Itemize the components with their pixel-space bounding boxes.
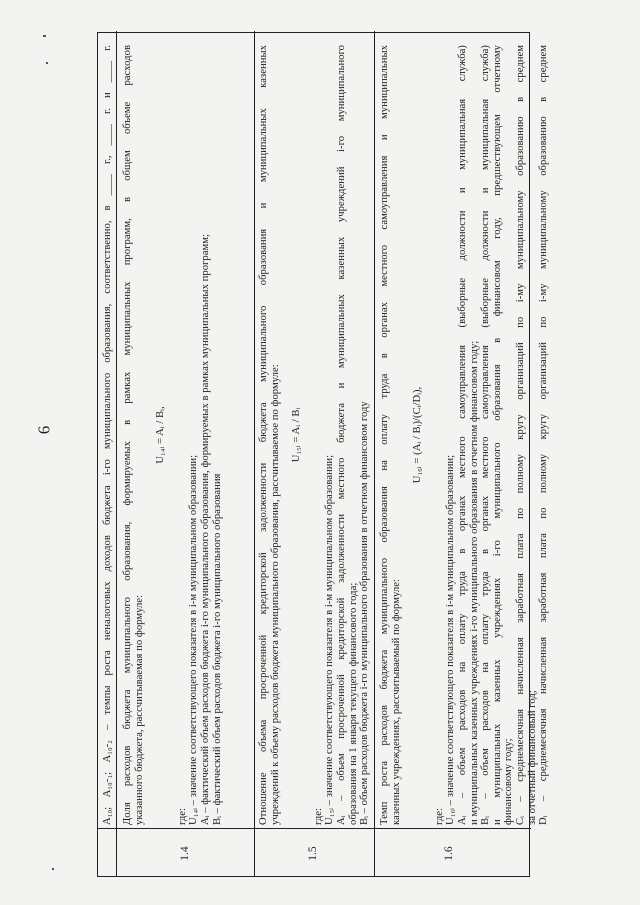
scan-speck [46, 62, 48, 64]
definition: U₁₅ᵢ – значение соответствующего показателя в i-м муниципальном образовании; [324, 454, 336, 825]
definition: U₁₆ᵢ – значение соответствующего показателя в i-м муниципальном образовании; [445, 454, 457, 825]
definition: Bᵢ – объем расходов на оплату труда в органах местного самоуправления (выборные должности и муниципальная служба) [480, 45, 492, 825]
row-intro: Доля расходов бюджета муниципального образования, формируемых в рамках муниципальных программ, в общем объеме расходов [122, 45, 133, 825]
rotated-table-area [97, 32, 550, 877]
definition: Aᵢ – объем расходов на оплату труда в органах местного самоуправления (выборные должности и муниципальная служба) [456, 45, 468, 825]
row-intro: Темп роста расходов бюджета муниципального образования на оплату труда в органах местного самоуправления и муниципальных [379, 45, 390, 825]
definition: Aᵢ – объем просроченной кредиторской задолженности местного бюджета и муниципальных казенных учреждений i-го муниципального [335, 45, 347, 825]
row-number: 1.5 [307, 846, 319, 861]
definition: Bᵢ – объем расходов бюджета i-го муниципального образования в отчетном финансовом году [359, 401, 371, 825]
definition: Bᵢ – фактический объем расходов бюджета i-го муниципального образования [211, 473, 223, 825]
definition: Cᵢ – среднемесячная начисленная заработная плата по полному кругу организаций по i-му муниципальному образованию в среднем [514, 45, 526, 825]
column-divider [98, 828, 531, 829]
definition: образования на 1 января текущего финансового года; [347, 582, 359, 825]
definition: Dᵢ – среднемесячная начисленная заработная плата по полному кругу организаций по i-му муниципальному образованию в среднем [538, 45, 550, 825]
row-number: 1.4 [179, 846, 191, 861]
row-1-4-content [122, 45, 223, 825]
row-intro: указанного бюджета, рассчитываемая по формуле: [133, 594, 145, 825]
row-divider [116, 31, 117, 876]
formula: U₁₅ᵢ = Aᵢ / Bᵢ [291, 407, 303, 463]
row-divider [254, 31, 255, 876]
indicator-table [97, 32, 550, 877]
page-number: 6 [34, 425, 54, 435]
row-1-5-content [258, 45, 371, 825]
row-1-6-content [379, 45, 550, 825]
definition: Aᵢ – фактический объем расходов бюджета i-го муниципального образования, формируемых в рамках муниципальных программ; [199, 233, 211, 825]
row-intro: учреждений к объему расходов бюджета муниципального образования, рассчитываемое по формуле: [269, 364, 281, 825]
definition: за отчетный финансовый год; [526, 690, 538, 825]
row-number: 1.6 [443, 846, 455, 861]
where-label: где: [312, 807, 324, 825]
where-label: где: [176, 807, 188, 825]
definition: и муниципальных казенных учреждениях i-го муниципального образования в отчетном финансовом году; [468, 340, 480, 825]
definition: финансовому году; [503, 738, 515, 825]
row-divider [374, 31, 375, 876]
scan-speck [52, 868, 54, 870]
formula: U₁₄ᵢ = Aᵢ / Bᵢ, [155, 406, 167, 464]
where-label: где: [433, 807, 445, 825]
definition: U₁₄ᵢ – значение соответствующего показателя в i-м муниципальном образовании; [188, 454, 200, 825]
scan-speck [43, 35, 46, 37]
row-intro: казенных учреждениях, рассчитываемый по формуле: [390, 579, 402, 825]
row-intro: Отношение объема просроченной кредиторской задолженности бюджета муниципального образования и муниципальных казенных [258, 45, 269, 825]
formula: U₁₆ᵢ = (Aᵢ / Bᵢ)/(Cᵢ/Dᵢ), [412, 386, 424, 484]
top-row-text: A₁₀; A₁₀-₁; A₁₀-₂ – темпы роста неналоговых доходов бюджета i-го муниципального образования, соответственно, в ____ г., ____ г. и ____ г. [102, 45, 113, 825]
definition: и муниципальных казенных учреждениях i-го муниципального образования в финансовом году, предшествующем отчетному [491, 45, 503, 825]
